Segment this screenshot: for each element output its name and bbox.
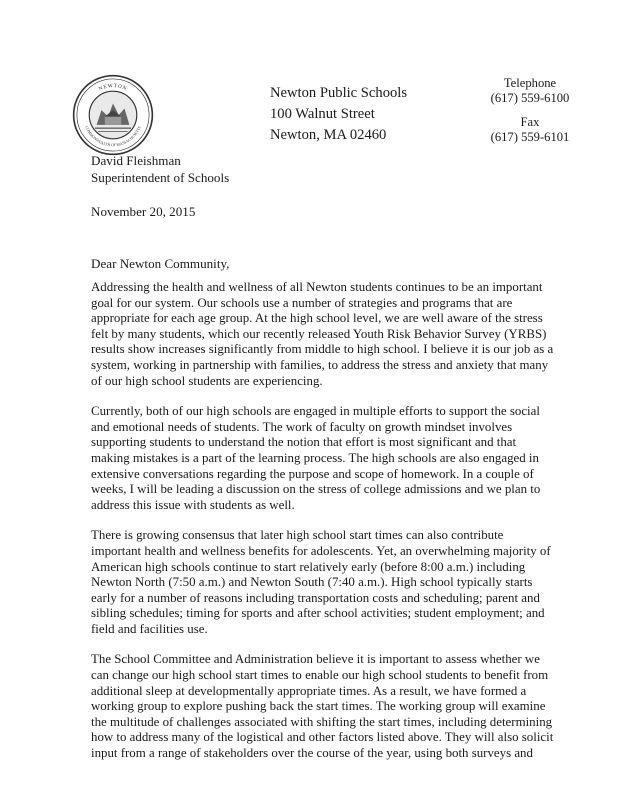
- telephone-label: Telephone: [503, 76, 557, 90]
- sender-block: [91, 152, 229, 186]
- paragraph-line: appropriate for each age group. At the high school level, we are well aware of the stress: [91, 311, 543, 326]
- seal-ring-text-bottom: COMMONWEALTH OF MASSACHUSETTS: [84, 125, 142, 148]
- paragraph-line: working group to explore pushing back the start times. The working group will examine: [91, 699, 546, 714]
- sender-name: David Fleishman: [91, 153, 181, 168]
- paragraph-line: of our high school students are experiencing.: [91, 373, 323, 388]
- paragraph-line: American high schools continue to start relatively early (before 8:00 a.m.) including: [91, 559, 526, 574]
- paragraph-line: extensive conversations regarding the purpose and scope of homework. In a couple of: [91, 466, 534, 481]
- paragraph-line: Addressing the health and wellness of all Newton students continues to be an important: [91, 280, 543, 294]
- paragraph-line: The School Committee and Administration believe it is important to assess whether we: [91, 652, 540, 667]
- fax-number: (617) 559-6101: [490, 130, 570, 144]
- fax-label: Fax: [520, 115, 540, 129]
- paragraph-line: There is growing consensus that later high school start times can also contribute: [91, 528, 504, 543]
- paragraph-line: making mistakes is a part of the learning process. The high schools are also engaged in: [91, 450, 539, 465]
- paragraph-line: Currently, both of our high schools are engaged in multiple efforts to support the social: [91, 404, 540, 419]
- paragraph-line: address this issue with students as well.: [91, 497, 295, 512]
- contact-block: [480, 76, 580, 145]
- body-paragraph: [91, 652, 561, 761]
- paragraph-line: how to address many of the logistical and other factors listed above. They will also solicit: [91, 730, 554, 745]
- org-name: Newton Public Schools: [270, 85, 408, 101]
- paragraph-line: important health and wellness benefits for adolescents. Yet, an overwhelming majority of: [91, 543, 551, 558]
- letter-date: November 20, 2015: [91, 204, 196, 219]
- paragraph-line: weeks, I will be leading a discussion on the stress of college admissions and we plan to: [91, 482, 541, 497]
- body-paragraph: [91, 528, 561, 637]
- paragraph-line: the multitude of challenges associated with shifting the start times, including determining: [91, 714, 553, 729]
- paragraph-line: field and facilities use.: [91, 621, 208, 636]
- body-paragraph: [91, 280, 561, 389]
- letter-body: [91, 280, 561, 777]
- body-paragraph: [91, 404, 561, 513]
- city-seal-icon: [72, 74, 154, 156]
- street-address: 100 Walnut Street: [270, 106, 375, 122]
- salutation: Dear Newton Community,: [91, 256, 230, 271]
- paragraph-line: supporting students to understand the notion that effort is most significant and that: [91, 435, 517, 450]
- city-state-zip: Newton, MA 02460: [270, 127, 387, 143]
- paragraph-line: early for a number of reasons including transportation costs and scheduling; parent and: [91, 590, 540, 605]
- paragraph-line: system, working in partnership with families, to address the stress and anxiety that many: [91, 357, 549, 372]
- paragraph-line: additional sleep at developmentally appropriate times. As a result, we have formed a: [91, 683, 527, 698]
- sender-title: Superintendent of Schools: [91, 170, 230, 185]
- paragraph-line: input from a range of stakeholders over the course of the year, using both surveys and: [91, 746, 533, 761]
- letterhead-address: [270, 83, 407, 146]
- paragraph-line: Newton North (7:50 a.m.) and Newton South (7:40 a.m.). High school typically starts: [91, 575, 533, 590]
- paragraph-line: can change our high school start times to enable our high school students to benefit from: [91, 668, 549, 683]
- seal-ring-text-top: NEWTON: [97, 82, 129, 93]
- paragraph-line: sibling schedules; timing for sports and after school activities; student employment; and: [91, 606, 545, 621]
- paragraph-line: results show increases significantly from middle to high school. I believe it is our job as a: [91, 342, 554, 357]
- paragraph-line: and emotional needs of students. The work of faculty on growth mindset involves: [91, 419, 513, 434]
- paragraph-line: goal for our system. Our schools use a number of strategies and programs that are: [91, 295, 513, 310]
- paragraph-line: felt by many students, which our recently released Youth Risk Behavior Survey (YRBS): [91, 326, 547, 341]
- telephone-number: (617) 559-6100: [490, 91, 570, 105]
